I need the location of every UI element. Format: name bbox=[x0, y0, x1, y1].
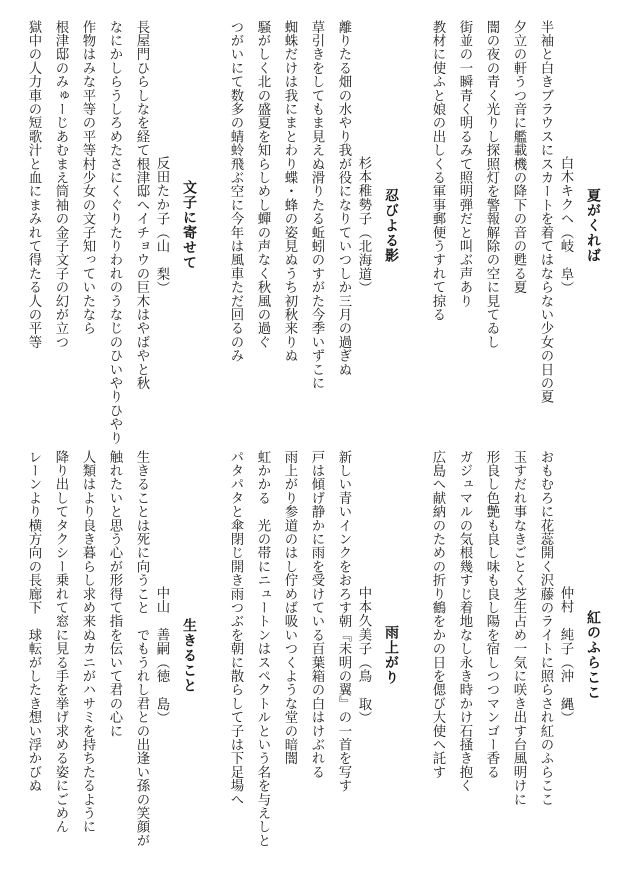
bottom-section bbox=[14, 450, 606, 860]
poem-line: 街並の一瞬青く明るみて照明弾だと叫ぶ声あり bbox=[457, 20, 472, 308]
poem-line: ガジュマルの気根幾すじ着地なし永き時かけ石掻き抱く bbox=[457, 450, 472, 793]
poem-line: レーンより横方向の長廊下 球転がしたき想い浮かびぬ bbox=[26, 450, 41, 793]
poem-line: 触れたいと思う心が形得て指を伝いて君の心に bbox=[107, 450, 122, 738]
poem bbox=[20, 20, 202, 445]
top-section bbox=[14, 20, 606, 445]
poem-header bbox=[356, 450, 404, 860]
poem bbox=[20, 450, 202, 860]
poem-line: 人類はより良き暮らし求め来ぬカニがハサミを持ちたるように bbox=[80, 450, 95, 834]
poem-line: 獄中の人力車の短歌汁と血にまみれて得たる人の平等 bbox=[26, 20, 41, 349]
poem-line: 長屋門ひらしなを経て根津邸へイチョウの巨木はやばやと秋 bbox=[134, 20, 149, 390]
poem-line: 草引きをしてもま見えぬ滑りたる蚯蚓のすがた今季いずこに bbox=[309, 20, 324, 390]
poem-title: 生きること bbox=[181, 617, 197, 693]
poem-line: 新しい青いインクをおろす朝『未明の翼』の一首を写す bbox=[336, 450, 351, 793]
poem-line: 降り出してタクシー乗れて窓に見る手を挙げ求める姿にごめん bbox=[53, 450, 68, 834]
poem-line: 教材に使ふと娘の出しくる軍事郵便うすれて掠る bbox=[430, 20, 445, 322]
poem-line: 半袖と白きブラウスにスカートを着てはならない少女の日の夏 bbox=[538, 20, 553, 404]
poem-header bbox=[558, 450, 606, 860]
poem-line: 騒がしく北の盛夏を知らしめし蟬の声なく秋風の過ぐ bbox=[255, 20, 270, 349]
poem-title: 雨上がり bbox=[383, 625, 399, 685]
poem-line: 戸は傾げ静かに雨を受けている百葉箱の白はけぶれる bbox=[309, 450, 324, 779]
poem-author: 中本久美子（鳥 取） bbox=[356, 585, 371, 725]
poem-author: 仲村 純子（沖 縄） bbox=[558, 585, 573, 725]
spacer bbox=[404, 450, 424, 860]
poem-title: 夏がくれば bbox=[585, 187, 601, 263]
poem-line: 形良し色艶も良し味も良し陽を宿しつつマンゴー香る bbox=[484, 450, 499, 779]
poem-line: パタパタと傘閉じ開き雨つぶを朝に散らして子は下足場へ bbox=[228, 450, 243, 807]
poem-line: 雨上がり参道のはし佇めば吸いつくような堂の暗闇 bbox=[282, 450, 297, 766]
poem-author: 杉本稚勢子（北海道） bbox=[356, 155, 371, 295]
poem bbox=[424, 20, 606, 430]
poem-line: 根津邸のみゅーじあむまえ筒袖の金子文子の幻が立つ bbox=[53, 20, 68, 349]
spacer bbox=[404, 20, 424, 430]
poem-title: 紅のふらここ bbox=[585, 610, 601, 700]
poem-line: 生きることは死に向うこと でもうれし君との出逢い孫の笑顔が bbox=[134, 450, 149, 848]
spacer bbox=[202, 450, 222, 860]
poem-line: 玉すだれ事なきごとく芝生占め一気に咲き出す台風明けに bbox=[511, 450, 526, 807]
poem-header bbox=[558, 20, 606, 430]
poem-author: 中山 善嗣（徳 島） bbox=[154, 585, 169, 725]
poem-header bbox=[356, 20, 404, 430]
poem bbox=[222, 20, 404, 430]
poem-line: 蜘蛛だけは我にまとわり蝶・蜂の姿見ぬうち初秋来りぬ bbox=[282, 20, 297, 363]
poem-title: 文子に寄せて bbox=[181, 180, 197, 270]
poem-line: 虹かかる 光の帯にニュートンはスペクトルという名を与えしと bbox=[255, 450, 270, 848]
poem-author: 反田たか子（山 梨） bbox=[154, 155, 169, 295]
poem-line: 作物はみな平等の平等村少女の文子知っていたなら bbox=[80, 20, 95, 336]
spacer bbox=[202, 20, 222, 430]
poem-line: おもむろに花蕊開く沢藤のライトに照らされ紅のふらここ bbox=[538, 450, 553, 807]
poem-title: 忍びよる影 bbox=[383, 187, 399, 263]
poem-line: 広島へ献納のための折り鶴をかの日を偲び大使へ託す bbox=[430, 450, 445, 779]
poem bbox=[222, 450, 404, 860]
poem-line: 闇の夜の青く光りし探照灯を警報解除の空に見てゐし bbox=[484, 20, 499, 349]
poem-line: なにかしらうしろめたさにくぐりたりわれのうなじのひいやりひやり bbox=[107, 20, 122, 445]
poem-line: つがいにて数多の蜻蛉飛ぶ空に今年は風車ただ回るのみ bbox=[228, 20, 243, 363]
poem-line: 離りたる畑の水やり我が役になりていつしか三月の過ぎぬ bbox=[336, 20, 351, 377]
poem-header bbox=[154, 20, 202, 430]
poem-author: 白木キクヘ（岐 阜） bbox=[558, 155, 573, 295]
poem bbox=[424, 450, 606, 860]
poem-line: 夕立の軒うつ音に艦載機の降下の音の甦る夏 bbox=[511, 20, 526, 294]
poem-header bbox=[154, 450, 202, 860]
